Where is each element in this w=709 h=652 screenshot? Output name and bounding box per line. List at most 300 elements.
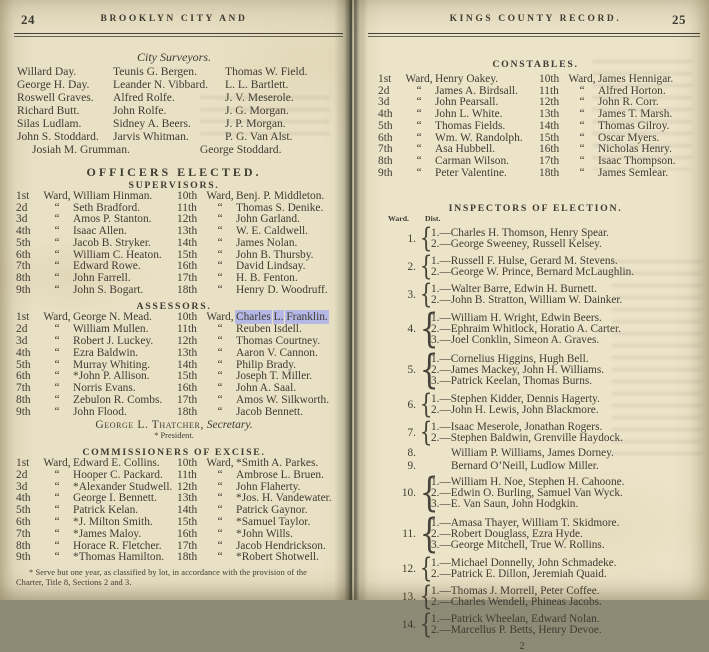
ward-label: “	[54, 283, 60, 296]
inspector-district-line: 1.—Amasa Thayer, William T. Skidmore.	[431, 516, 620, 529]
person-name: Alfred Horton.	[598, 84, 666, 97]
inspector-district-line: 1.—William H. Wright, Edwin Beers.	[431, 311, 602, 324]
person-name: Zebulon R. Combs.	[73, 393, 163, 406]
ward-number: 18th	[177, 551, 198, 564]
ward-column-label: Ward.	[388, 214, 410, 224]
ward-label: “	[217, 213, 223, 226]
surveyor-name: Jarvis Whitman.	[113, 130, 189, 143]
ward-number: 4th	[16, 225, 31, 238]
person-name: *Alexander Studwell.	[73, 480, 173, 493]
ward-number: 6th	[16, 515, 31, 528]
left-page-header	[0, 0, 348, 33]
ward-number: 17th	[539, 154, 560, 167]
inspector-district-line: 3.—E. Van Saun, John Hodgkin.	[431, 497, 579, 510]
surveyor-row	[0, 78, 348, 91]
ward-number: 12.	[401, 562, 416, 575]
ward-number: 11th	[177, 201, 197, 214]
secretary-name: George L. Thatcher,	[95, 418, 204, 431]
person-name: James Semlear.	[598, 166, 669, 179]
ward-number: 2d	[16, 323, 28, 336]
right-page-header	[362, 0, 709, 33]
highlighted-text: L.	[273, 311, 284, 324]
ward-number: 15th	[539, 131, 560, 144]
surveyor-name: J. G. Morgan.	[225, 104, 289, 117]
ward-label: “	[54, 393, 60, 406]
ward-number: 3d	[378, 96, 390, 109]
inspector-district-line: 1.—Cornelius Higgins, Hugh Bell.	[431, 352, 589, 365]
running-head-right: KINGS COUNTY RECORD.	[449, 14, 622, 24]
ward-number: 5th	[16, 358, 31, 371]
surveyor-row	[0, 104, 348, 117]
ward-number: 14.	[401, 618, 416, 631]
ward-row	[16, 191, 348, 203]
district-lines	[431, 354, 709, 388]
person-name: H. B. Fenton.	[236, 271, 298, 284]
ward-number: 11.	[402, 528, 416, 541]
ward-label: “	[416, 166, 422, 179]
ward-label: “	[54, 527, 60, 540]
ward-label: “	[416, 119, 422, 132]
ward-label: “	[54, 539, 60, 552]
ward-number: 6th	[16, 370, 31, 383]
ward-label: “	[54, 346, 60, 359]
ward-number: 1st	[16, 190, 30, 202]
ward-row	[16, 552, 348, 564]
person-name: Wm. W. Randolph.	[435, 131, 523, 144]
inspector-district-line: 3.—Patrick Keelan, Thomas Burns.	[431, 374, 593, 387]
ward-number: 8th	[378, 154, 393, 167]
surveyor-name: Leander N. Vibbard.	[113, 78, 209, 91]
inspector-district-line: 1.—William H. Noe, Stephen H. Cahoone.	[431, 475, 625, 488]
ward-number: 1st	[16, 457, 30, 469]
ward-number: 12th	[177, 334, 198, 347]
person-name: Jacob Bennett.	[236, 405, 304, 418]
person-name: John R. Corr.	[598, 96, 659, 109]
person-name: Ezra Baldwin.	[73, 346, 139, 359]
ward-label: “	[579, 84, 585, 97]
person-name: William Hinman.	[73, 190, 153, 202]
person-name: Henry Oakey.	[435, 73, 499, 85]
ward-label: “	[217, 551, 223, 564]
surveyor-name: J. P. Morgan.	[225, 117, 286, 130]
person-name: Isaac Thompson.	[598, 154, 676, 167]
surveyor-name: Alfred Rolfe.	[113, 91, 175, 104]
ward-label: “	[217, 283, 223, 296]
inspector-district-line: 2.—Marcellus P. Betts, Henry Devoe.	[431, 623, 602, 636]
person-name: Peter Valentine.	[435, 166, 507, 179]
surveyor-name: John Rolfe.	[113, 104, 167, 117]
district-column-label: Dist.	[425, 214, 441, 224]
ward-number: 16th	[177, 527, 198, 540]
ward-number: 7.	[407, 426, 416, 439]
ward-label: “	[579, 131, 585, 144]
person-name: John Garland.	[236, 213, 300, 226]
inspector-district-line: 2.—Edwin O. Burling, Samuel Van Wyck.	[431, 486, 623, 499]
person-name: James T. Marsh.	[598, 108, 673, 121]
ward-number: 8th	[16, 271, 31, 284]
ward-number: 11th	[539, 84, 559, 97]
person-name: Amos P. Stanton.	[73, 213, 152, 226]
brace-glyph: {	[419, 511, 439, 558]
ward-label: “	[416, 96, 422, 109]
ward-number: 2d	[16, 201, 28, 214]
ward-number: 12th	[177, 213, 198, 226]
person-name: Carman Wilson.	[435, 154, 509, 167]
ward-number: 5.	[407, 364, 416, 377]
person-name: *J. Milton Smith.	[73, 515, 153, 528]
person-name: George N. Mead.	[73, 311, 152, 324]
inspector-district-line: 2.—George W. Prince, Bernard McLaughlin.	[431, 265, 635, 278]
person-name: Ambrose L. Bruen.	[236, 468, 324, 481]
ward-label: “	[217, 334, 223, 347]
ward-number: 10th	[177, 457, 198, 469]
inspector-district-line: 1.—Isaac Meserole, Jonathan Rogers.	[431, 420, 603, 433]
ward-number: 13th	[177, 346, 198, 359]
excise-list	[0, 458, 348, 564]
ward-label: “	[54, 382, 60, 395]
person-name: Joseph T. Miller.	[236, 370, 313, 383]
brace-glyph: {	[419, 389, 433, 421]
ward-label: “	[579, 154, 585, 167]
ward-row	[16, 517, 348, 529]
page-number-left: 24	[21, 12, 35, 27]
ward-label: “	[54, 480, 60, 493]
inspector-district-line: 2.—Ephraim Whitlock, Horatio A. Carter.	[431, 322, 621, 335]
ward-number: 18th	[539, 166, 560, 179]
officers-elected-title: OFFICERS ELECTED.	[86, 165, 262, 179]
person-name: Edward Rowe.	[73, 260, 141, 273]
ward-label: “	[217, 515, 223, 528]
ward-number: 12th	[177, 480, 198, 493]
brace-glyph: {	[419, 417, 433, 449]
ward-label: “	[54, 260, 60, 273]
header-rule-left	[14, 33, 343, 37]
ward-number: 8th	[16, 539, 31, 552]
ward-label: Ward,	[206, 457, 234, 469]
highlighted-text: Charles	[236, 311, 271, 324]
surveyor-name: Silas Ludlam.	[17, 117, 82, 130]
district-lines	[431, 614, 709, 636]
person-name: Aaron V. Cannon.	[236, 346, 318, 359]
inspector-ward-group	[376, 417, 709, 449]
brace-glyph: {	[419, 581, 433, 613]
person-name: *Robert Shotwell.	[236, 551, 319, 564]
inspector-ward-group	[376, 251, 709, 283]
district-lines	[431, 394, 709, 416]
ward-number: 8th	[16, 393, 31, 406]
ward-row	[16, 285, 348, 297]
person-name: John L. White.	[435, 108, 503, 121]
surveyor-name: Richard Butt.	[17, 104, 80, 117]
person-name: David Lindsay.	[236, 260, 306, 273]
ward-number: 17th	[177, 271, 198, 284]
ward-row	[16, 407, 348, 419]
inspector-district-line: 2.—John H. Lewis, John Blackmore.	[431, 403, 599, 416]
surveyor-row	[0, 117, 348, 130]
surveyor-name: George H. Day.	[17, 78, 90, 91]
ward-label: “	[217, 358, 223, 371]
ward-number: 18th	[177, 283, 198, 296]
ward-number: 13.	[401, 590, 416, 603]
inspector-district-line: 1.—Stephen Kidder, Dennis Hagerty.	[431, 392, 600, 405]
person-name: George I. Bennett.	[73, 492, 157, 505]
ward-number: 7th	[16, 382, 31, 395]
inspector-ward-group	[376, 609, 709, 641]
ward-label: Ward,	[405, 73, 433, 85]
ward-number: 13th	[177, 225, 198, 238]
ward-label: “	[54, 358, 60, 371]
district-lines	[431, 448, 709, 459]
district-lines	[431, 228, 709, 250]
inspector-ward-group	[376, 447, 709, 459]
person-name: Horace R. Fletcher.	[73, 539, 162, 552]
ward-number: 9th	[16, 283, 31, 296]
surveyor-name: P. G. Van Alst.	[225, 130, 293, 143]
person-name: John B. Thursby.	[236, 248, 314, 261]
person-name: Nicholas Henry.	[598, 143, 672, 156]
ward-label: “	[416, 131, 422, 144]
inspector-ward-group	[376, 389, 709, 421]
district-lines	[431, 256, 709, 278]
ward-number: 14th	[177, 358, 198, 371]
ward-label: “	[416, 108, 422, 121]
ward-row	[378, 74, 709, 86]
person-name: William C. Heaton.	[73, 248, 162, 261]
district-lines	[431, 461, 709, 472]
person-name: Patrick Kelan.	[73, 504, 139, 517]
district-lines	[431, 586, 709, 608]
ward-number: 1st	[378, 73, 392, 85]
surveyor-name: Sidney A. Beers.	[113, 117, 191, 130]
person-name: William Mullen.	[73, 323, 149, 336]
ward-label: “	[217, 393, 223, 406]
ward-number: 10th	[177, 311, 198, 324]
ward-number: 4.	[407, 323, 416, 336]
ward-label: “	[54, 370, 60, 383]
ward-number: 14th	[177, 504, 198, 517]
ward-number: 16th	[177, 260, 198, 273]
ward-row	[16, 395, 348, 407]
brace-glyph: {	[419, 223, 433, 255]
person-name: *John Wills.	[236, 527, 293, 540]
ward-label: “	[217, 201, 223, 214]
ward-number: 2d	[378, 84, 390, 97]
ward-label: “	[217, 480, 223, 493]
surveyor-name: Roswell Graves.	[17, 91, 94, 104]
person-name: *James Maloy.	[73, 527, 142, 540]
ward-number: 5th	[378, 119, 393, 132]
ward-label: “	[54, 405, 60, 418]
ward-number: 8.	[407, 447, 416, 460]
ward-label: “	[217, 492, 223, 505]
city-surveyors-list	[0, 65, 348, 143]
city-surveyors-title: City Surveyors.	[137, 50, 211, 64]
inspector-district-line: Bernard O’Neill, Ludlow Miller.	[451, 459, 599, 472]
inspector-district-line: 2.—Stephen Baldwin, Grenville Haydock.	[431, 431, 624, 444]
ward-number: 10.	[401, 487, 416, 500]
person-name: James Hennigar.	[598, 73, 674, 85]
ward-number: 9th	[16, 405, 31, 418]
ward-label: “	[416, 154, 422, 167]
inspector-ward-group	[376, 470, 709, 517]
person-name: Thomas Fields.	[435, 119, 506, 132]
ward-number: 16th	[177, 382, 198, 395]
ward-label: “	[54, 492, 60, 505]
inspector-ward-group	[376, 581, 709, 613]
brace-glyph: {	[419, 347, 439, 394]
ward-label: “	[54, 504, 60, 517]
president-note: * President.	[154, 430, 194, 440]
ward-label: Ward,	[43, 190, 71, 202]
person-name: Henry D. Woodruff.	[236, 283, 328, 296]
district-lines	[431, 558, 709, 580]
ward-row	[16, 238, 348, 250]
district-lines	[431, 518, 709, 552]
ward-label: “	[217, 271, 223, 284]
person-name: Hooper C. Packard.	[73, 468, 163, 481]
person-name: Benj. P. Middleton.	[236, 190, 325, 202]
inspector-district-line: 3.—Joel Conklin, Simeon A. Graves.	[431, 333, 600, 346]
surveyor-name: John S. Stoddard.	[17, 130, 99, 143]
ward-label: “	[579, 96, 585, 109]
ward-label: “	[579, 143, 585, 156]
brace-glyph: {	[419, 609, 433, 641]
inspector-district-line: 2.—Robert Douglass, Ezra Hyde.	[431, 527, 583, 540]
person-name: Isaac Allen.	[73, 225, 127, 238]
person-name: Thomas Courtney.	[236, 334, 321, 347]
surveyor-row	[0, 130, 348, 143]
person-name: Thomas S. Denike.	[236, 201, 324, 214]
person-name: Jacob B. Stryker.	[73, 236, 151, 249]
surveyor-row	[0, 65, 348, 78]
inspector-district-line: William P. Williams, James Dorney.	[451, 446, 614, 459]
inspector-ward-group	[376, 306, 709, 353]
ward-number: 9.	[407, 460, 416, 473]
ward-number: 2d	[16, 468, 28, 481]
ward-number: 9th	[16, 551, 31, 564]
ward-number: 11th	[177, 323, 197, 336]
ward-number: 3d	[16, 334, 28, 347]
ward-number: 1.	[407, 232, 416, 245]
person-name: Edward E. Collins.	[73, 457, 160, 469]
district-lines	[431, 284, 709, 306]
ward-number: 14th	[539, 119, 560, 132]
ward-number: 7th	[378, 143, 393, 156]
person-name: Thomas Gilroy.	[598, 119, 670, 132]
assessors-list	[0, 312, 348, 418]
secretary-line	[0, 419, 348, 431]
inspector-district-line: 2.—John B. Stratton, William W. Dainker.	[431, 293, 623, 306]
ward-label: “	[54, 201, 60, 214]
ward-label: Ward,	[43, 457, 71, 469]
person-name: W. E. Caldwell.	[236, 225, 309, 238]
person-name: Amos W. Silkworth.	[236, 393, 330, 406]
assessors-title: ASSESSORS.	[136, 301, 212, 313]
ward-label: “	[217, 527, 223, 540]
ward-number: 7th	[16, 260, 31, 273]
inspectors-column-labels	[388, 215, 709, 223]
ward-number: 17th	[177, 393, 198, 406]
person-name: John S. Bogart.	[73, 283, 144, 296]
constables-title: CONSTABLES.	[492, 59, 579, 70]
ward-label: “	[217, 468, 223, 481]
inspector-ward-group	[376, 279, 709, 311]
ward-label: “	[217, 236, 223, 249]
secretary-title: Secretary.	[206, 418, 253, 431]
ward-label: “	[217, 504, 223, 517]
ward-label: Ward,	[206, 190, 234, 202]
ward-label: “	[217, 370, 223, 383]
ward-label: “	[54, 248, 60, 261]
ward-row	[378, 168, 709, 180]
ward-number: 6th	[378, 131, 393, 144]
person-name: Philip Brady.	[236, 358, 297, 371]
inspector-ward-group	[376, 347, 709, 394]
person-name: Norris Evans.	[73, 382, 136, 395]
ward-number: 5th	[16, 504, 31, 517]
supervisors-list	[0, 191, 348, 296]
inspector-district-line: 1.—Charles H. Thomson, Henry Spear.	[431, 226, 610, 239]
right-page	[362, 0, 709, 652]
person-name: Robert J. Luckey.	[73, 334, 154, 347]
brace-glyph: {	[419, 553, 433, 585]
inspector-district-line: 2.—Patrick E. Dillon, Jeremiah Quaid.	[431, 567, 607, 580]
inspector-district-line: 2.—Charles Wendell, Phineas Jacobs.	[431, 595, 602, 608]
ward-number: 15th	[177, 248, 198, 261]
ward-number: 18th	[177, 405, 198, 418]
ward-number: 3d	[16, 213, 28, 226]
charter-footnote: * Serve but one year, as classified by lot, in accordance with the provision of the Charter, Title 8, Sections 2 and 3.	[16, 568, 307, 587]
signature-mark: 2	[519, 641, 525, 652]
ward-number: 5th	[16, 236, 31, 249]
inspector-district-line: 1.—Walter Barre, Edwin H. Burnett.	[431, 282, 597, 295]
ward-number: 2.	[407, 260, 416, 273]
left-page	[0, 0, 348, 600]
ward-number: 6.	[407, 398, 416, 411]
ward-label: “	[54, 213, 60, 226]
ward-number: 11th	[177, 468, 197, 481]
ward-label: “	[217, 260, 223, 273]
ward-row	[16, 336, 348, 348]
inspector-district-line: 2.—James Mackey, John H. Williams.	[431, 363, 605, 376]
ward-label: “	[579, 166, 585, 179]
ward-label: “	[217, 382, 223, 395]
surveyor-name: Willard Day.	[17, 65, 77, 78]
ward-number: 13th	[539, 108, 560, 121]
ward-label: “	[54, 225, 60, 238]
inspector-district-line: 2.—George Sweeney, Russell Kelsey.	[431, 237, 602, 250]
ward-number: 1st	[16, 311, 30, 324]
ward-number: 17th	[177, 539, 198, 552]
inspector-ward-group	[376, 223, 709, 255]
ward-row	[378, 156, 709, 168]
inspectors-groups	[362, 223, 709, 641]
person-name: Murray Whiting.	[73, 358, 150, 371]
person-name: *John P. Allison.	[73, 370, 150, 383]
ward-label: “	[217, 405, 223, 418]
ward-label: Ward,	[206, 311, 234, 324]
person-name: Seth Bradford.	[73, 201, 141, 214]
ward-label: “	[54, 271, 60, 284]
constables-list	[362, 74, 709, 179]
inspector-district-line: 1.—Patrick Wheelan, Edward Nolan.	[431, 612, 600, 625]
ward-label: “	[416, 84, 422, 97]
ward-row	[16, 470, 348, 482]
inspector-district-line: 1.—Thomas J. Morrell, Peter Coffee.	[431, 584, 600, 597]
ward-label: “	[54, 468, 60, 481]
ward-number: 15th	[177, 370, 198, 383]
ward-row	[378, 121, 709, 133]
